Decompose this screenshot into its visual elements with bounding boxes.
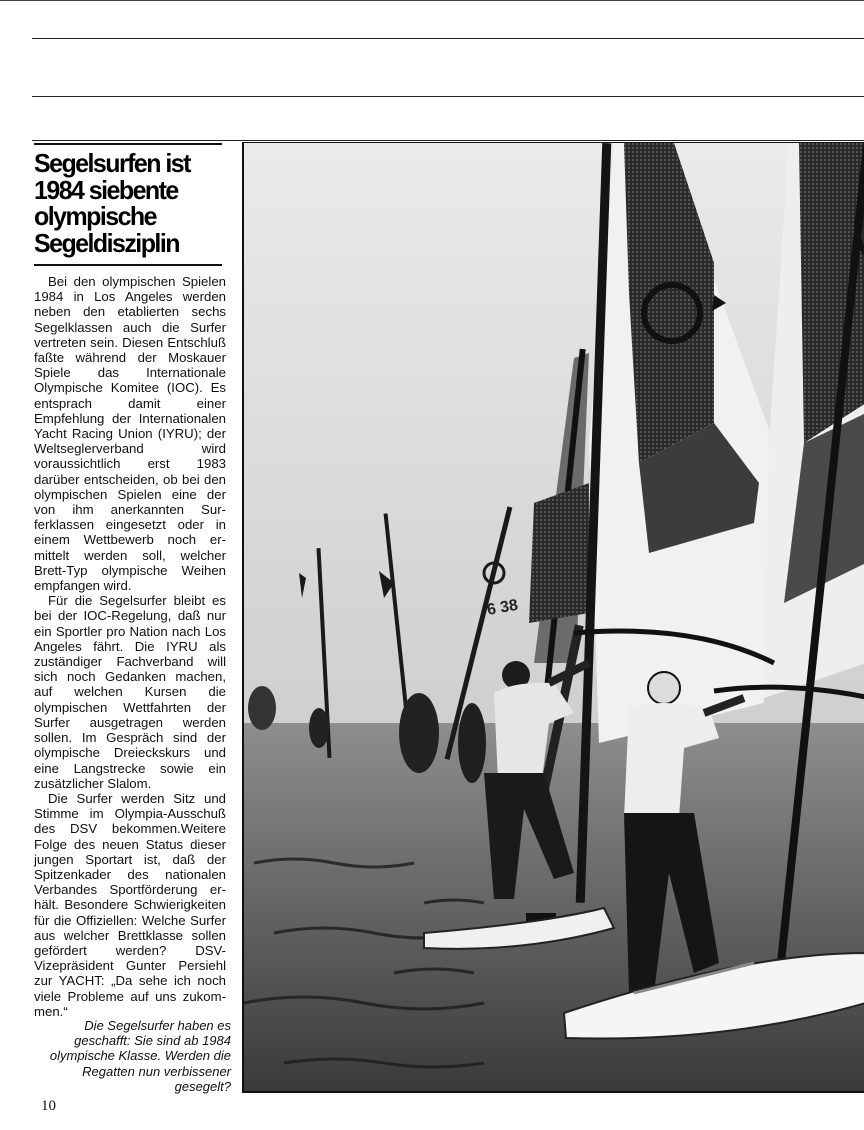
body-paragraph-2: Für die Segelsurfer bleibt es bei der IOC-Regelung, daß nur ein Sportler pro Nation nach Los Angeles fährt. Die IYRU als zuständiger Fachverband will sich noch Gedanken machen, auf welchen Kursen die olympischen Wettfahrten der Surfer ausgetragen werden sollen. Im Gespräch sind der olympische Dreieckskurs und eine Langstrecke sowie ein zusätzlicher Slalom.: [34, 593, 226, 791]
header-rule-above-content: [32, 140, 864, 141]
body-paragraph-3: Die Surfer werden Sitz und Stimme im Olympia-Ausschuß des DSV bekommen.Weitere Folge des neuen Status dieser jungen Sportart ist, daß der Spitzenkader des nationalen Verbandes Sportförderung erhält. Besondere Schwierigkeiten für die Offiziellen: Welche Surfer aus welcher Brettklasse sollen gefördert werden? DSV-Vizepräsident Gunter Persiehl zur YACHT: „Da sehe ich noch viele Probleme auf uns zukommen.“: [34, 790, 226, 1019]
photo-illustration: [244, 143, 864, 1091]
page-number: 10: [41, 1098, 56, 1114]
article-headline: Segelsurfen ist 1984 siebente olympische Segeldisziplin: [34, 148, 190, 258]
photo-caption: Die Segelsurfer haben es geschafft: Sie sind ab 1984 olympische Klasse. Werden die Regatten nun verbissener gesegelt?: [49, 1018, 231, 1094]
windsurfers-photo: [242, 142, 864, 1093]
sail-number-distant: 6 38: [485, 596, 520, 619]
article-body: [34, 274, 226, 1019]
header-rule-lower: [32, 96, 864, 97]
top-border-rule: [0, 0, 864, 1]
headline-rule-bottom: [34, 264, 222, 266]
headline-rule-top: [34, 143, 222, 145]
body-paragraph-1: Bei den olympischen Spielen 1984 in Los Angeles werden neben den etablierten sechs Segelklassen auch die Surfer vertreten sein. Diesen Entschluß faßte während der Moskauer Spiele das Internationale Olympische Komitee (IOC). Es entsprach damit einer Empfehlung der Internationalen Yacht Racing Union (IYRU); der Weltseglerverband wird voraussichtlich erst 1983 darüber entscheiden, ob bei den olympischen Spielen eine der von ihm anerkannten Surferklassen eingesetzt oder in einem Wettbewerb noch ermittelt werden soll, welcher Brett-Typ olympische Weihen empfangen wird.: [34, 274, 226, 594]
water: [244, 723, 864, 1091]
header-rule-upper: [32, 38, 864, 39]
